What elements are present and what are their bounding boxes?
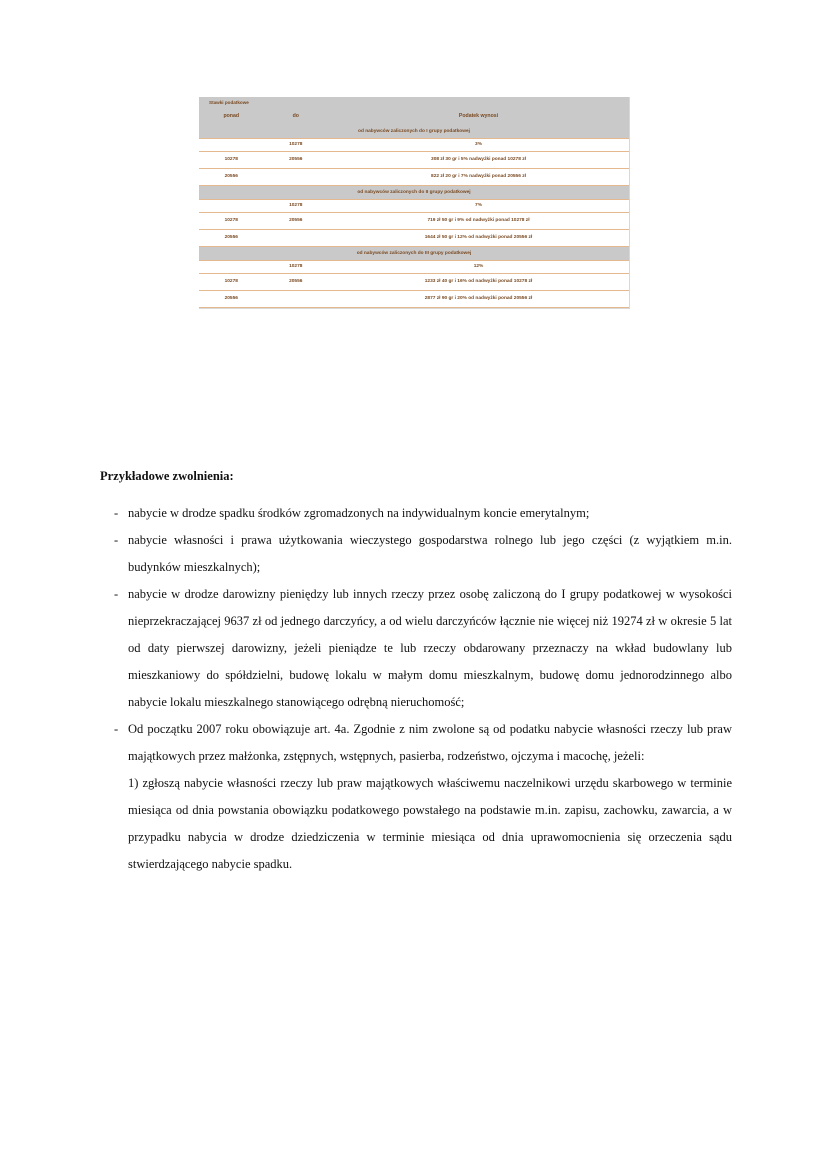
cell-podatek: 308 zł 30 gr i 5% nadwyżki ponad 10278 zł <box>328 152 629 169</box>
sub-ponad-3 <box>199 261 264 274</box>
cell-podatek: 719 zł 50 gr i 9% od nadwyżki ponad 10278 zł <box>328 213 629 230</box>
header-podatek: Podatek wynosi <box>328 109 629 125</box>
table-row <box>199 291 629 308</box>
sub-ponad-1 <box>199 139 264 152</box>
cell-podatek: 2877 zł 90 gr i 20% od nadwyżki ponad 20556 zł <box>328 291 629 308</box>
list-item: - nabycie własności i prawa użytkowania wieczystego gospodarstwa rolnego lub jego części (z wyjątkiem m.in. budynków mieszkalnych); <box>100 527 732 581</box>
header-do: do <box>264 109 329 125</box>
cell-podatek: 822 zł 20 gr i 7% nadwyżki ponad 20556 zł <box>328 169 629 186</box>
group-label-row-3 <box>199 247 629 261</box>
cell-podatek: 1233 zł 40 gr i 16% od nadwyżki ponad 10278 zł <box>328 274 629 291</box>
cell-ponad: 10278 <box>199 213 264 230</box>
tax-rates-table <box>199 97 629 308</box>
table-row <box>199 152 629 169</box>
group-label-row-1 <box>199 125 629 139</box>
tax-rates-table-container <box>199 97 630 309</box>
cell-ponad: 20556 <box>199 169 264 186</box>
cell-do: 20556 <box>264 274 329 291</box>
cell-do <box>264 169 329 186</box>
cell-do <box>264 291 329 308</box>
cell-podatek: 1644 zł 50 gr i 12% od nadwyżki ponad 20556 zł <box>328 230 629 247</box>
list-item: - nabycie w drodze spadku środków zgromadzonych na indywidualnym koncie emerytalnym; <box>100 500 732 527</box>
sub-do-2: 10278 <box>264 200 329 213</box>
cell-ponad: 20556 <box>199 291 264 308</box>
group-sub-row-1 <box>199 139 629 152</box>
table-caption: Stawki podatkowe <box>199 97 629 109</box>
cell-do: 20556 <box>264 152 329 169</box>
list-item: - nabycie w drodze darowizny pieniędzy lub innych rzeczy przez osobę zaliczoną do I grupy podatkowej w wysokości nieprzekraczającej 9637 zł od jednego darczyńcy, a od wielu darczyńców łącznie nie więcej niż 19274 zł w okresie 5 lat od daty pierwszej darowizny, jeżeli pieniądze te lub rzeczy obdarowany przeznaczy na wkład budowlany lub mieszkaniowy do spółdzielni, budowę lokalu w małym domu mieszkalnym, budowę domu jednorodzinnego albo nabycie lokalu mieszkalnego stanowiącego odrębną nieruchomość; <box>100 581 732 716</box>
table-caption-row <box>199 97 629 109</box>
table-header-row <box>199 109 629 125</box>
cell-do: 20556 <box>264 213 329 230</box>
table-row <box>199 169 629 186</box>
cell-ponad: 20556 <box>199 230 264 247</box>
sub-paragraph: 1) zgłoszą nabycie własności rzeczy lub praw majątkowych właściwemu naczelnikowi urzędu skarbowego w terminie miesiąca od dnia powstania obowiązku podatkowego powstałego na podstawie m.in. zapisu, zachowku, zawarcia, a w przypadku nabycia w drodze dziedziczenia w terminie miesiąca od dnia uprawomocnienia się orzeczenia sądu stwierdzającego nabycie spadku. <box>128 776 732 871</box>
table-row <box>199 230 629 247</box>
table-row <box>199 274 629 291</box>
group-label-1: od nabywców zaliczonych do I grupy podatkowej <box>199 125 629 139</box>
document-body <box>100 463 732 878</box>
group-sub-row-2 <box>199 200 629 213</box>
list-item-text: Od początku 2007 roku obowiązuje art. 4a. Zgodnie z nim zwolone są od podatku nabycie własności rzeczy lub praw majątkowych przez małżonka, zstępnych, wstępnych, pasierba, rodzeństwo, ojczyma i macochę, jeżeli: <box>128 722 732 763</box>
sub-do-1: 10278 <box>264 139 329 152</box>
group-sub-row-3 <box>199 261 629 274</box>
cell-ponad: 10278 <box>199 274 264 291</box>
list-item <box>100 716 732 878</box>
header-ponad: ponad <box>199 109 264 125</box>
sub-podatek-3: 12% <box>328 261 629 274</box>
section-heading: Przykładowe zwolnienia: <box>100 469 234 483</box>
sub-podatek-1: 3% <box>328 139 629 152</box>
group-label-3: od nabywców zaliczonych do III grupy podatkowej <box>199 247 629 261</box>
cell-ponad: 10278 <box>199 152 264 169</box>
group-label-row-2 <box>199 186 629 200</box>
group-label-2: od nabywców zaliczonych do II grupy podatkowej <box>199 186 629 200</box>
sub-ponad-2 <box>199 200 264 213</box>
cell-do <box>264 230 329 247</box>
table-row <box>199 213 629 230</box>
sub-do-3: 10278 <box>264 261 329 274</box>
exemptions-list <box>100 500 732 878</box>
sub-podatek-2: 7% <box>328 200 629 213</box>
